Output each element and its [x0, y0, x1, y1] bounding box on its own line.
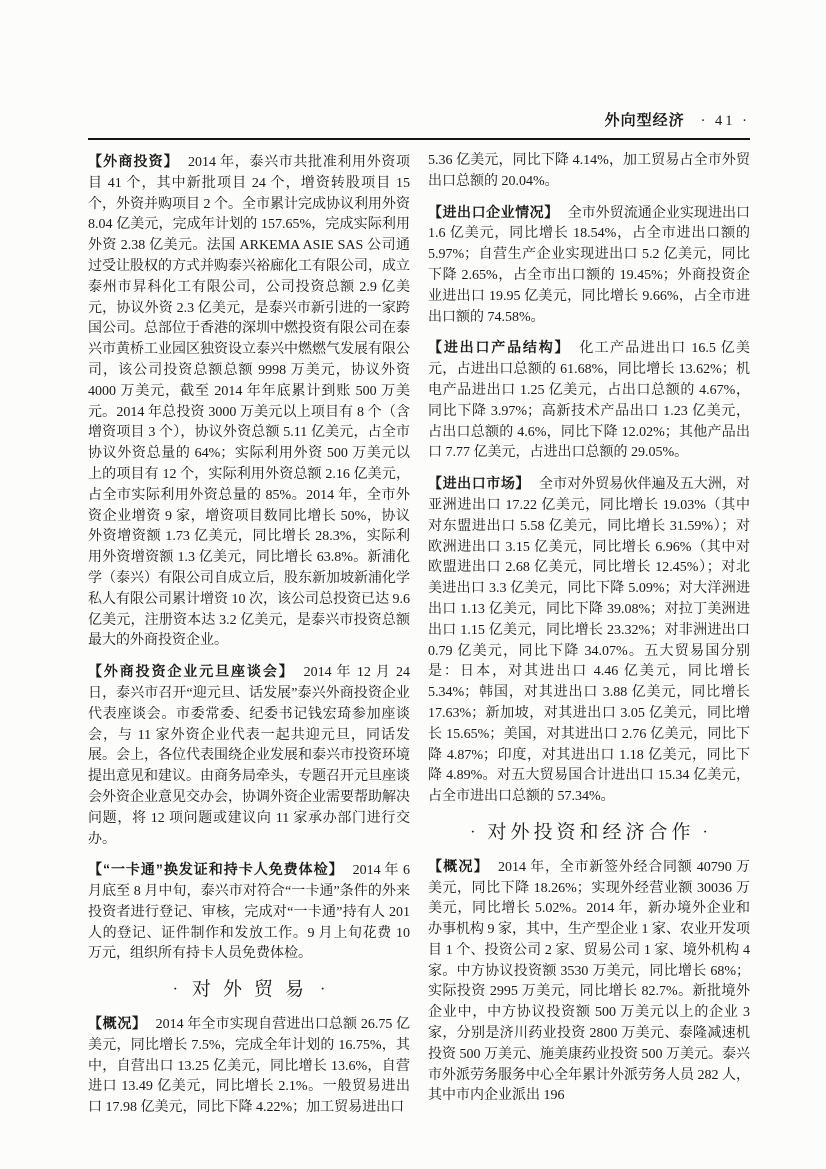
entry-text-trade-overview: 2014 年全市实现自营进出口总额 26.75 亿美元，同比增长 7.5%，完成全年计划的 16.75%，其中，自营出口 13.25 亿美元，同比增长 13.6%，自营进口 13.49 亿美元，同比增长 2.1%。一般贸易进出口 17.98 亿美元，同比下降 4.22%；加工贸易进出口 — [88, 1017, 411, 1116]
heading-dot-right: · — [320, 981, 326, 999]
entry-text-product-structure: 化工产品进出口 16.5 亿美元，占进出口总额的 61.68%，同比增长 13.62%；机电产品进出口 1.25 亿美元，占出口总额的 4.67%，同比下降 3.97%；高新技术产品出口 1.23 亿美元，占出口总额的 4.6%，同比下降 12.02%；其他产品出口 7.77 亿美元，占进出口总额的 29.05%。 — [428, 341, 751, 461]
entry-label-import-export-markets: 【进出口市场】 — [428, 475, 530, 492]
entry-label-card-renewal: 【“一卡通”换发证和持卡人免费体检】 — [88, 861, 344, 878]
running-head-category: 外向型经济 — [604, 112, 685, 129]
header-rule — [88, 138, 750, 140]
entry-foreign-investment — [88, 151, 410, 652]
entry-label-trade-overview: 【概况】 — [88, 1015, 147, 1032]
entry-product-structure — [428, 337, 750, 464]
entry-text-import-export-markets: 全市对外贸易伙伴遍及五大洲，对亚洲进出口 17.22 亿美元，同比增长 19.03%（其中对东盟进出口 5.58 亿美元，同比增长 31.59%）；对欧洲进出口 3.15 亿美元，同比增长 6.96%（其中对欧盟进出口 2.68 亿美元，同比增长 12.45%）；对北美进出口 3.3 亿美元，同比下降 5.09%；对大洋洲进出口 1.13 亿美元，同比下降 39.08%；对拉丁美洲进出口 1.15 亿美元，同比增长 23.32%；对非洲进出口 0.79 亿美元，同比下降 34.07%。五大贸易国分别是：日本，对其进出口 4.46 亿美元，同比增长 5.34%；韩国，对其进出口 3.88 亿美元，同比增长 17.63%；新加坡，对其进出口 3.05 亿美元，同比增长 15.65%；美国，对其进出口 2.76 亿美元，同比下降 4.87%；印度，对其进出口 1.18 亿美元，同比下降 4.89%。对五大贸易国合计进出口 15.34 亿美元，占全市进出口总额的 57.34%。 — [428, 477, 750, 805]
entry-investment-overview — [428, 856, 750, 1108]
right-column — [428, 151, 750, 1119]
entry-card-renewal — [88, 859, 410, 965]
entry-text-import-export-enterprises: 全市外贸流通企业实现进出口 1.6 亿美元，同比增长 18.54%，占全市进出口额的 5.97%；自营生产企业实现进出口 5.2 亿美元，同比下降 2.65%，占全市出口额的 19.45%；外商投资企业进出口 19.95 亿美元，同比增长 9.66%，占全市进出口额的 74.58%。 — [428, 205, 751, 325]
entry-label-foreign-investment: 【外商投资】 — [88, 153, 179, 169]
entry-text-trade-overview-continued: 5.36 亿美元，同比下降 4.14%，加工贸易占全市外贸出口总额的 20.04%。 — [428, 153, 750, 189]
text-columns — [88, 151, 750, 1119]
entry-trade-overview-continued — [428, 151, 750, 193]
entry-label-product-structure: 【进出口产品结构】 — [428, 339, 571, 356]
left-column — [88, 151, 410, 1119]
entry-import-export-markets — [428, 473, 750, 808]
heading-dot-left: · — [172, 981, 178, 999]
heading-dot-right: · — [702, 823, 708, 841]
entry-text-card-renewal: 2014 年 6 月底至 8 月中旬，泰兴市对符合“一卡通”条件的外来投资者进行登记、审核，完成对“一卡通”持有人 201 人的登记、证件制作和发放工作。9 月上旬花费 10 万元，组织所有持卡人员免费体检。 — [88, 863, 411, 962]
entry-text-foreign-investment: 2014 年，泰兴市共批准利用外资项目 41 个，其中新批项目 24 个，增资转股项目 15 个，外资并购项目 2 个。全市累计完成协议利用外资 8.04 亿美元，完成年计划的 157.65%，完成实际利用外资 2.38 亿美元。法国 ARKEMA ASIE SAS 公司通过受让股权的方式并购泰兴裕廊化工有限公司，成立泰州市昇科化工有限公司，公司投资总额 2.9 亿美元，协议外资 2.3 亿美元，是泰兴市新引进的一家跨国公司。总部位于香港的深圳中燃投资有限公司在泰兴市黄桥工业园区独资设立泰兴中燃燃气发展有限公司，该公司投资总额总额 9998 万美元，协议外资 4000 万美元，截至 2014 年年底累计到账 500 万美元。2014 年总投资 3000 万美元以上项目有 8 个（含增资项目 3 个），协议外资总额 5.11 亿美元，占全市协议外资总量的 64%；实际利用外资 500 万美元以上的项目有 12 个，实际利用外资总额 2.16 亿美元，占全市实际利用外资总量的 85%。2014 年，全市外资企业增资 9 家，增资项目数同比增长 50%，协议外资增资额 1.73 亿美元，同比增长 28.3%，实际利用外资增资额 1.3 亿美元，同比增长 63.8%。新浦化学（泰兴）有限公司自成立后，股东新加坡新浦化学私人有限公司累计增资 10 次，该公司总投资已达 9.6 亿美元，注册资本达 3.2 亿美元，是泰兴市投资总额最大的外商投资企业。 — [88, 155, 411, 649]
entry-import-export-enterprises — [428, 202, 750, 329]
section-title-foreign-trade: 对外贸易 — [191, 979, 316, 1001]
section-title-outbound-investment: 对外投资和经济合作 — [487, 821, 695, 843]
running-head — [88, 112, 750, 130]
entry-text-new-year-symposium: 2014 年 12 月 24 日，泰兴市召开“迎元旦、话发展”泰兴外商投资企业代表座谈会。市委常委、纪委书记钱宏琦参加座谈会，与 11 家外资企业代表一起共迎元旦，同话发展。会上，各位代表围绕企业发展和泰兴市投资环境提出意见和建议。由商务局牵头，专题召开元旦座谈会外资企业意见交办会，协调外资企业需要帮助解决问题，将 12 项问题或建议向 11 家承办部门进行交办。 — [88, 665, 411, 847]
entry-trade-overview — [88, 1013, 410, 1119]
section-heading-outbound-investment — [428, 823, 750, 844]
entry-text-investment-overview: 2014 年，全市新签外经合同额 40790 万美元，同比下降 18.26%；实现外经营业额 30036 万美元，同比增长 5.02%。2014 年，新办境外企业和办事机构 9 家，其中，生产型企业 1 家、农业开发项目 1 个、投资公司 2 家、贸易公司 1 家、境外机构 4 家。中方协议投资额 3530 万美元，同比增长 68%；实际投资 2995 万美元，同比增长 82.7%。新批境外企业中，中方协议投资额 500 万美元以上的企业 3 家，分别是济川药业投资 2800 万美元、泰隆减速机投资 500 万美元、施美康药业投资 500 万美元。泰兴市外派劳务服务中心全年累计外派劳务人员 282 人，其中市内企业派出 196 — [428, 859, 750, 1104]
page-number: · 41 · — [700, 113, 750, 129]
entry-label-investment-overview: 【概况】 — [428, 857, 489, 874]
entry-label-import-export-enterprises: 【进出口企业情况】 — [428, 203, 559, 220]
entry-label-new-year-symposium: 【外商投资企业元旦座谈会】 — [88, 663, 295, 680]
heading-dot-left: · — [470, 823, 476, 841]
section-heading-foreign-trade — [88, 980, 410, 1001]
entry-new-year-symposium — [88, 661, 410, 850]
